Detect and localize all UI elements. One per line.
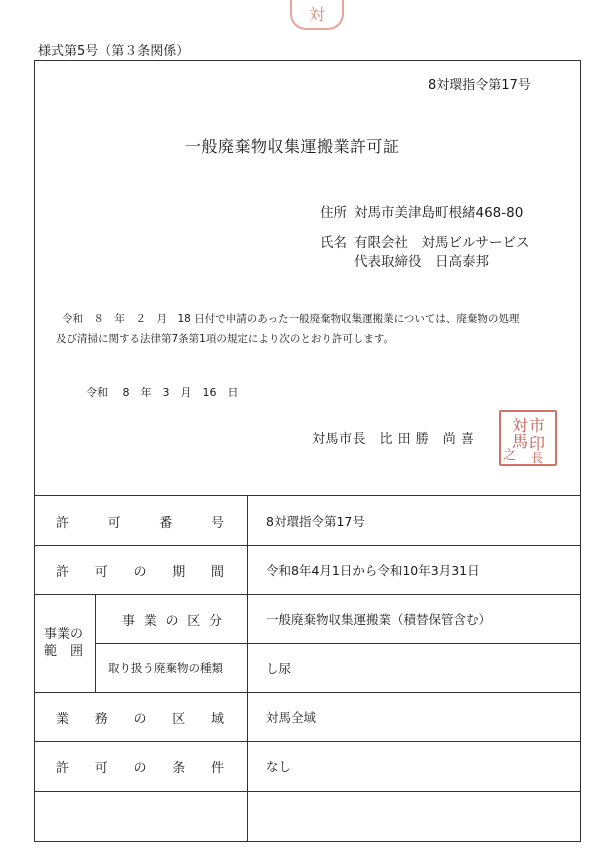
label-char: 区 xyxy=(172,712,186,727)
seal-char: 印 xyxy=(529,434,546,453)
label-char: 分 xyxy=(208,614,222,629)
label-char: の xyxy=(133,761,147,776)
waste-type-label: 取り扱う廃棄物の種類 xyxy=(108,661,223,675)
label-char: 可 xyxy=(94,565,108,580)
seal-char: 市 xyxy=(529,416,546,435)
seal-char: 長 xyxy=(531,451,544,465)
business-area-value: 対馬全域 xyxy=(266,710,317,725)
table-line xyxy=(34,741,581,742)
label-char: 業 xyxy=(143,614,157,629)
label-char: 番 xyxy=(159,516,173,531)
conditions-value: なし xyxy=(266,759,292,774)
applicant-address xyxy=(320,201,523,221)
seal-char: 之 xyxy=(503,448,517,463)
certificate-title: 一般廃棄物収集運搬業許可証 xyxy=(185,137,400,156)
business-area-label xyxy=(56,708,224,727)
label-char: 許 xyxy=(56,516,70,531)
official-seal xyxy=(499,410,557,466)
representative-name: 代表取締役 日高泰邦 xyxy=(354,254,489,270)
body-text-line-1: 令和 ８ 年 ２ 月 18 日付で申請のあった一般廃棄物収集運搬業については、廃棄物の処理 xyxy=(62,313,520,325)
label-char: 条 xyxy=(172,761,186,776)
label-char: 区 xyxy=(187,614,201,629)
table-line xyxy=(34,692,581,693)
company-name: 有限会社 対馬ビルサービス xyxy=(354,235,530,251)
table-line xyxy=(95,594,96,692)
seal-char: 馬 xyxy=(512,432,529,451)
seal-char: 対 xyxy=(512,416,529,435)
conditions-label xyxy=(56,757,224,776)
permit-details-table xyxy=(34,495,581,842)
period-value: 令和8年4月1日から令和10年3月31日 xyxy=(266,563,480,578)
label-char: の xyxy=(133,712,147,727)
label-char: 許 xyxy=(56,761,70,776)
table-line xyxy=(34,791,581,792)
table-line xyxy=(34,545,581,546)
label-char: 事 xyxy=(122,614,136,629)
business-category-label xyxy=(122,610,222,629)
label-char: 域 xyxy=(210,712,224,727)
seal-fragment-top xyxy=(290,0,344,30)
business-category-value: 一般廃棄物収集運搬業（積替保管含む） xyxy=(266,612,492,627)
signer-name: 対馬市長 比 田 勝 尚 喜 xyxy=(312,432,475,447)
address-label: 住所 xyxy=(320,205,347,221)
table-line xyxy=(34,495,581,496)
address-value: 対馬市美津島町根緒468-80 xyxy=(354,205,524,221)
seal-char-top: 対 xyxy=(309,5,326,24)
label-char: 務 xyxy=(94,712,108,727)
period-label xyxy=(56,561,224,580)
label-char: の xyxy=(165,614,179,629)
label-char: 間 xyxy=(210,565,224,580)
waste-type-value: し尿 xyxy=(266,661,292,676)
permit-number-value: 8対環指令第17号 xyxy=(266,514,365,529)
label-char: 件 xyxy=(210,761,224,776)
applicant-name xyxy=(320,231,530,251)
label-char: 号 xyxy=(210,516,224,531)
label-char: の xyxy=(133,565,147,580)
body-text-line-2: 及び清掃に関する法律第7条第1項の規定により次のとおり許可します。 xyxy=(56,333,395,345)
name-label: 氏名 xyxy=(320,235,347,251)
table-line xyxy=(95,643,581,644)
table-line xyxy=(247,495,248,842)
permit-number-label xyxy=(56,512,224,531)
label-char: 期 xyxy=(172,565,186,580)
scope-label xyxy=(44,626,83,660)
label-char: 業 xyxy=(56,712,70,727)
issue-date: 令和 8 年 3 月 16 日 xyxy=(86,386,239,399)
document-number: 8対環指令第17号 xyxy=(428,78,531,93)
label-char: 許 xyxy=(56,565,70,580)
table-line xyxy=(34,594,581,595)
label-char: 可 xyxy=(107,516,121,531)
form-id: 様式第5号（第３条関係） xyxy=(38,44,190,59)
scope-label-line-2: 範 囲 xyxy=(44,644,84,659)
scope-label-line-1: 事業の xyxy=(44,627,84,642)
label-char: 可 xyxy=(94,761,108,776)
